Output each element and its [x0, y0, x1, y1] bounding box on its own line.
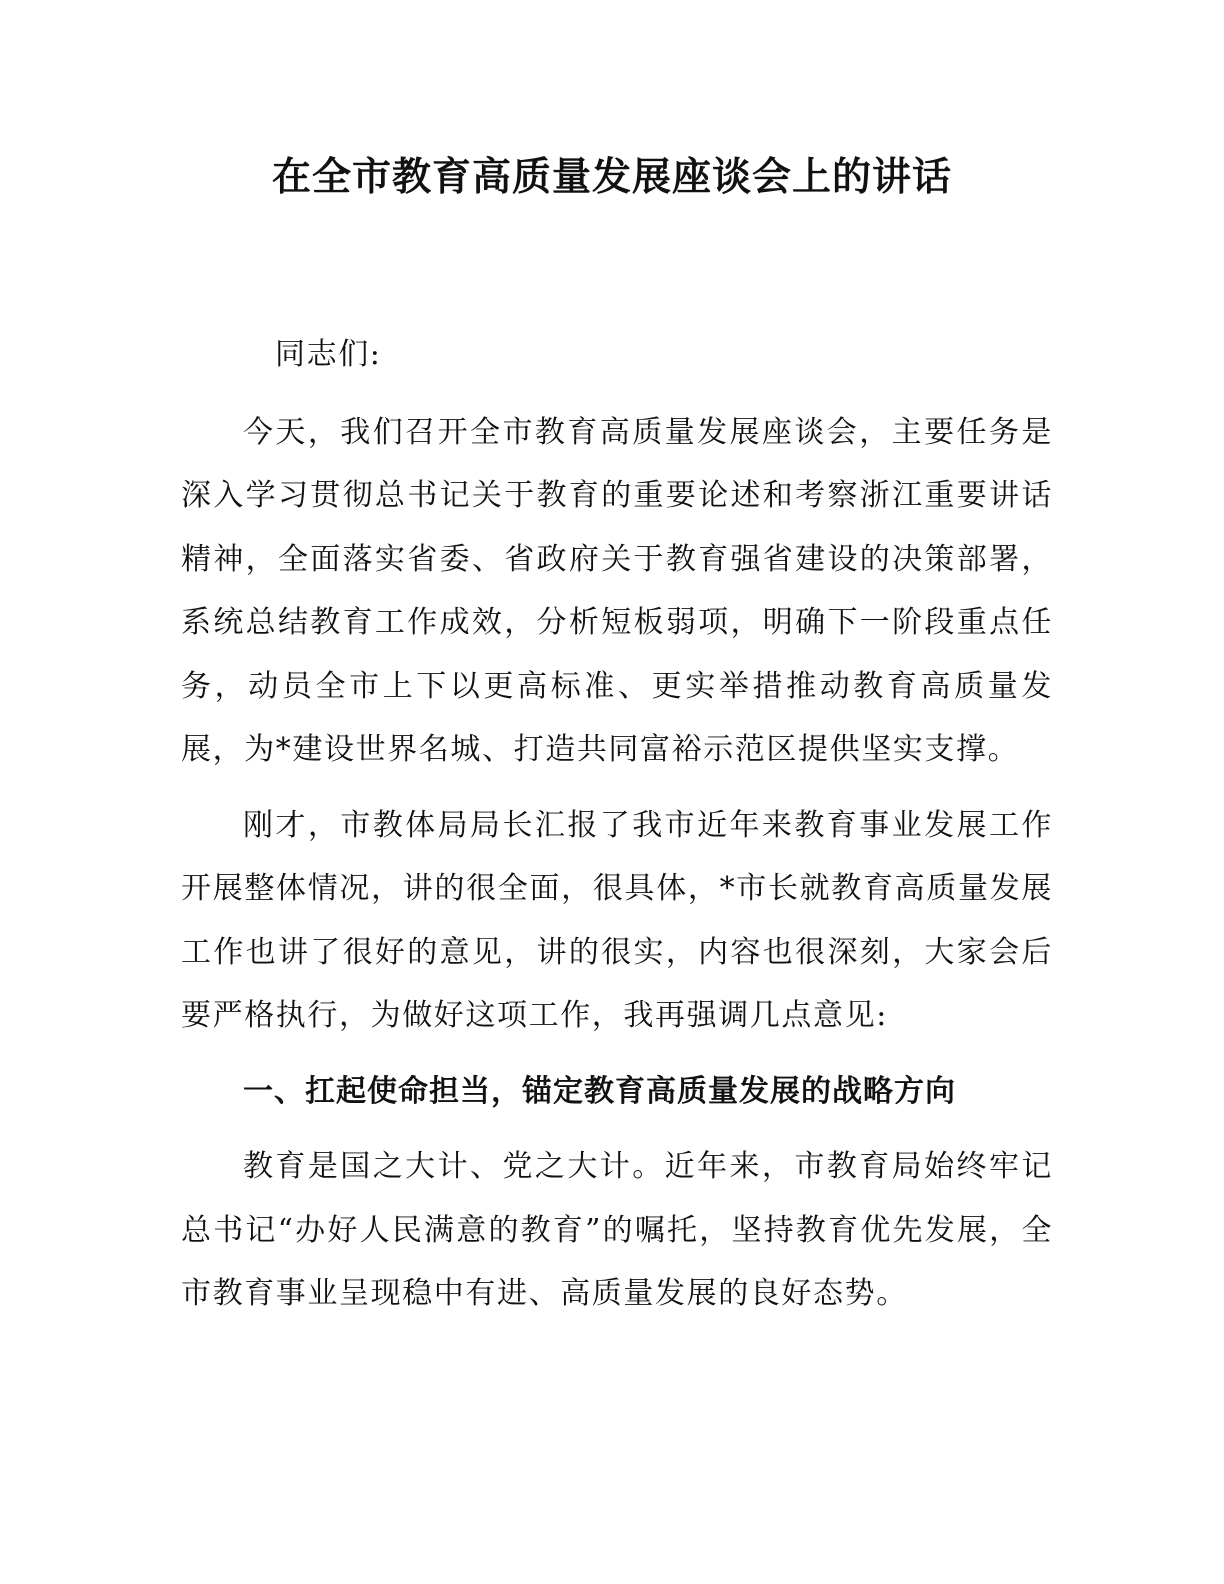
document-body [181, 323, 1053, 1326]
document-title: 在全市教育高质量发展座谈会上的讲话 [271, 155, 952, 200]
salutation: 同志们: [275, 337, 382, 372]
paragraph-opening: 今天，我们召开全市教育高质量发展座谈会，主要任务是深入学习贯彻总书记关于教育的重要论述和考察浙江重要讲话精神，全面落实省委、省政府关于教育强省建设的决策部署，系统总结教育工作成效，分析短板弱项，明确下一阶段重点任务，动员全市上下以更高标准、更实举措推动教育高质量发展，为*建设世界名城、打造共同富裕示范区提供坚实支撑。 [181, 414, 1053, 767]
paragraph-review: 刚才，市教体局局长汇报了我市近年来教育事业发展工作开展整体情况，讲的很全面，很具体，*市长就教育高质量发展工作也讲了很好的意见，讲的很实，内容也很深刻，大家会后要严格执行，为做好这项工作，我再强调几点意见: [181, 807, 1053, 1033]
section-paragraph: 教育是国之大计、党之大计。近年来，市教育局始终牢记总书记“办好人民满意的教育”的嘱托，坚持教育优先发展，全市教育事业呈现稳中有进、高质量发展的良好态势。 [181, 1149, 1053, 1311]
section-heading: 一、扛起使命担当，锚定教育高质量发展的战略方向 [243, 1073, 956, 1109]
